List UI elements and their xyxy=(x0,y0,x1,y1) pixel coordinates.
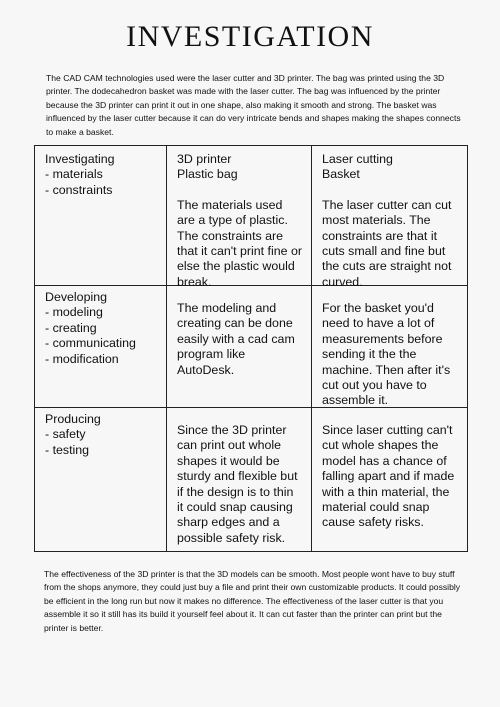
label-line: - modeling xyxy=(45,305,103,320)
column-heading: Laser cutting xyxy=(322,152,393,166)
label-line: - communicating xyxy=(45,336,136,351)
label-line: - modification xyxy=(45,351,119,366)
summary-paragraph: The effectiveness of the 3D printer is that the 3D models can be smooth. Most people wont have to buy stuff from the shops anymore, they could just buy a file and print their own customizable products. It could possibly be efficient in the long run but now it makes no difference. The effectiveness of the laser cutter is that you assemble it so it still has its build it yourself feel about it. It can cut faster than the printer can print but the printer is better. xyxy=(44,569,461,633)
cell-text: The modeling and creating can be done easily with a cad cam program like AutoDesk. xyxy=(177,301,295,377)
row-developing-label xyxy=(35,286,167,408)
cell-text: The materials used are a type of plastic. The constraints are that it can't print fine or else the plastic would break. xyxy=(177,197,302,289)
row-producing-label xyxy=(35,408,167,551)
label-line: Investigating xyxy=(45,152,115,166)
column-heading: 3D printer xyxy=(177,152,232,166)
row-producing-3d-printer xyxy=(167,408,312,551)
row-investigating-label xyxy=(35,146,167,286)
label-line: Developing xyxy=(45,290,107,304)
intro-paragraph: The CAD CAM technologies used were the laser cutter and 3D printer. The bag was printed using the 3D printer. The dodecahedron basket was made with the laser cutter. The bag was influenced by the printer because the 3D printer can print it out in one shape, also making it smooth and strong. The basket was influenced by the laser cutter because it can do very intricate bends and shapes making the shapes connects to make a basket. xyxy=(46,73,461,137)
label-line: - testing xyxy=(45,442,90,457)
row-developing-3d-printer xyxy=(167,286,312,408)
label-line: - safety xyxy=(45,427,86,442)
column-subheading: Plastic bag xyxy=(177,167,238,182)
label-line: - materials xyxy=(45,167,103,182)
row-producing-laser-cutting xyxy=(312,408,467,551)
label-line: - creating xyxy=(45,320,97,335)
investigation-table xyxy=(34,145,468,552)
row-investigating-laser-cutting xyxy=(312,146,467,289)
page-title: INVESTIGATION xyxy=(126,20,374,53)
cell-text: Since laser cutting can't cut whole shapes the model has a chance of falling apart and if made with a thin material, the material could snap cause safety risks. xyxy=(322,423,455,530)
cell-text: Since the 3D printer can print out whole shapes it would be sturdy and flexible but if the design is to thin it could snap causing sharp edges and a possible safety risk. xyxy=(177,423,298,545)
column-subheading: Basket xyxy=(322,167,360,182)
label-line: - constraints xyxy=(45,182,113,197)
cell-text: For the basket you'd need to have a lot of measurements before sending it the the machine. Then after it's cut out you have to assemble it. xyxy=(322,301,451,408)
label-line: Producing xyxy=(45,412,101,426)
row-developing-laser-cutting xyxy=(312,286,467,408)
row-investigating-3d-printer xyxy=(167,146,312,289)
cell-text: The laser cutter can cut most materials. The constraints are that it cuts small and fine but the cuts are straight not curved. xyxy=(322,197,452,289)
